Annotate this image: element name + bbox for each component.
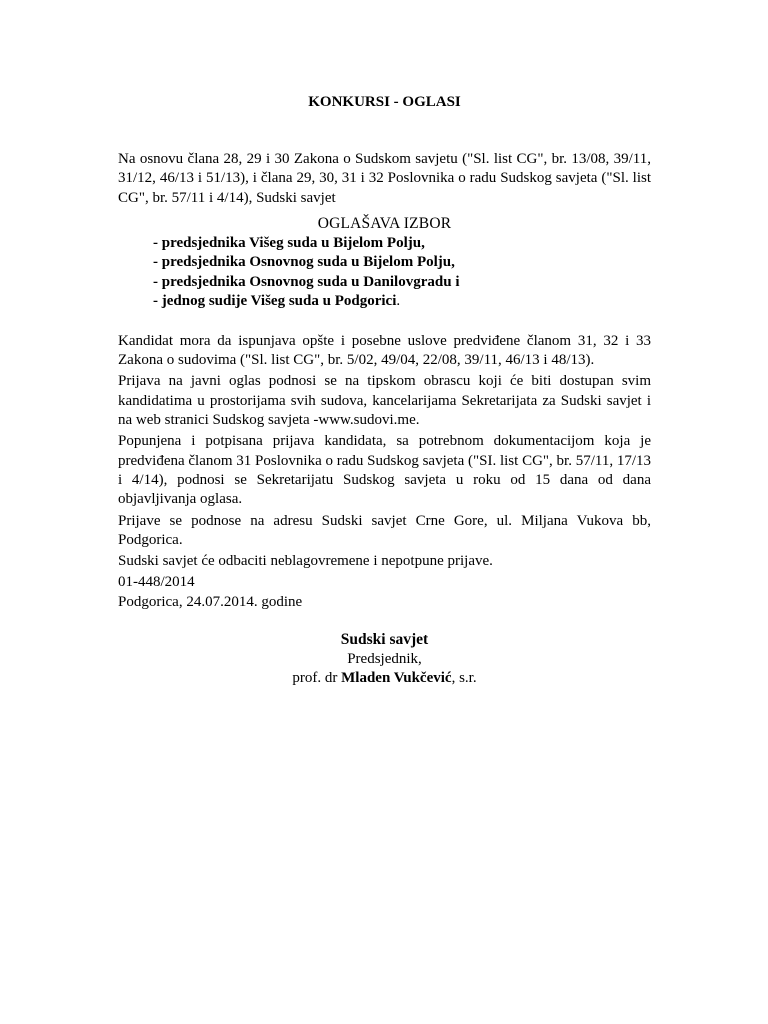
eligibility-paragraph: Kandidat mora da ispunjava opšte i posebne uslove predviđene članom 31, 32 i 33 Zakona o sudovima ("Sl. list CG", br. 5/02, 49/04, 22/08, 39/11, 46/13 i 48/13). — [118, 332, 651, 369]
document-title: KONKURSI - OGLASI — [308, 94, 461, 110]
application-form-paragraph: Prijava na javni oglas podnosi se na tipskom obrascu koji će biti dostupan svim kandidatima u prostorijama svih sudova, kancelarijama Sekretarijata za Sudski savjet i na web stranici Sudskog savjeta -www.sudovi.me. — [118, 373, 651, 429]
signature-role: Predsjednik, — [347, 651, 422, 668]
intro-paragraph: Na osnovu člana 28, 29 i 30 Zakona o Sudskom savjetu ("Sl. list CG", br. 13/08, 39/11, 31/12, 46/13 i 51/13), i člana 29, 30, 31 i 32 Poslovnika o radu Sudskog savjeta ("Sl. list CG", br. 57/11 i 4/14), Sudski savjet — [118, 151, 651, 206]
document-page — [118, 92, 651, 688]
reference-number: 01-448/2014 — [118, 574, 195, 591]
signatory-name: Mladen Vukčević — [341, 670, 452, 687]
signature-body: Sudski savjet — [340, 631, 429, 649]
position-item: - predsjednika Višeg suda u Bijelom Polju, — [153, 234, 425, 251]
signature-block — [118, 630, 651, 688]
rejection-paragraph: Sudski savjet će odbaciti neblagovremene i nepotpune prijave. — [118, 553, 493, 570]
signature-person: prof. dr Mladen Vukčević, s.r. — [292, 670, 477, 687]
positions-list — [153, 234, 651, 312]
position-item: - predsjednika Osnovnog suda u Bijelom Polju, — [153, 254, 455, 271]
announcement-heading: OGLAŠAVA IZBOR — [317, 214, 452, 232]
place-date: Podgorica, 24.07.2014. godine — [118, 593, 303, 610]
position-item: - jednog sudije Višeg suda u Podgorici. — [153, 293, 401, 310]
submission-paragraph: Popunjena i potpisana prijava kandidata, sa potrebnom dokumentacijom koja je predviđena članom 31 Poslovnika o radu Sudskog savjeta ("SI. list CG", br. 57/11, 17/13 i 4/14), podnosi se Sekretarijatu Sudskog savjeta u roku od 15 dana od dana objavljivanja oglasa. — [118, 433, 651, 508]
address-paragraph: Prijave se podnose na adresu Sudski savjet Crne Gore, ul. Miljana Vukova bb, Podgorica. — [118, 512, 651, 548]
position-item: - predsjednika Osnovnog suda u Danilovgradu i — [153, 273, 460, 290]
